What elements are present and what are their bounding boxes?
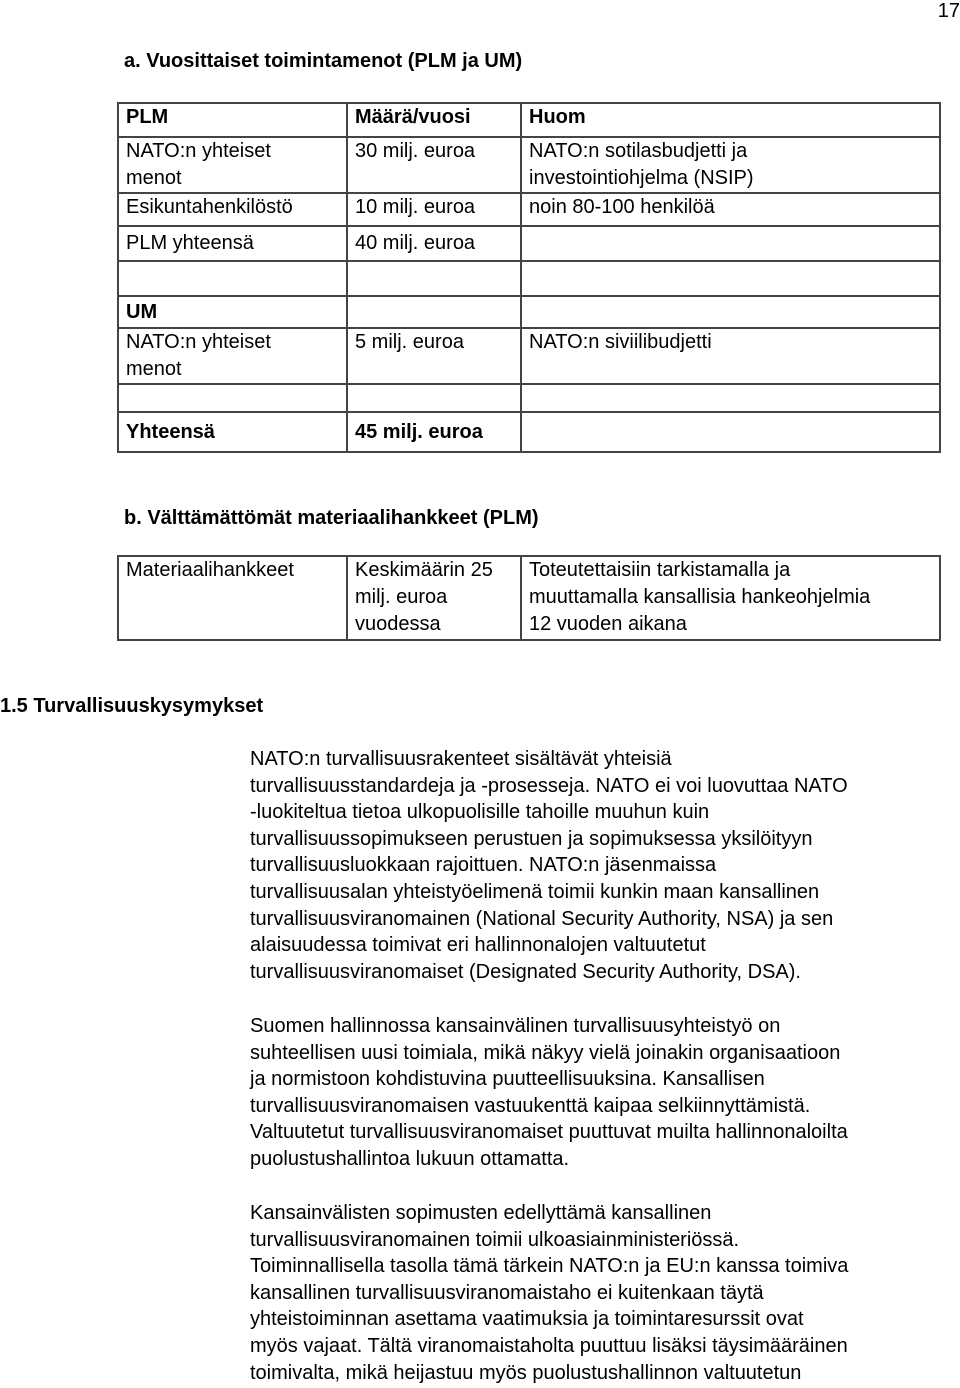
text-line: turvallisuussopimukseen perustuen ja sopimuksessa yksilöityyn <box>250 827 813 850</box>
row-label <box>118 261 347 296</box>
table-header-row <box>118 103 940 137</box>
paragraph <box>250 1013 950 1173</box>
cell-line: NATO:n yhteiset <box>126 331 271 353</box>
row-amount <box>347 384 521 412</box>
row-remarks <box>521 384 940 412</box>
row-amount <box>347 296 521 328</box>
row-remarks <box>521 412 940 452</box>
text-line: turvallisuusluokkaan rajoittuen. NATO:n jäsenmaissa <box>250 854 717 877</box>
header-remarks: Huom <box>521 103 940 137</box>
row-amount <box>347 328 521 384</box>
cell-line: 5 milj. euroa <box>355 331 464 353</box>
row-label <box>118 137 347 193</box>
row-label <box>118 193 347 226</box>
cell-line: NATO:n yhteiset <box>126 140 271 162</box>
cell-line: 45 milj. euroa <box>355 420 483 443</box>
cell-line: menot <box>126 167 182 189</box>
cell-line: Keskimäärin 25 <box>355 559 493 581</box>
table-row <box>118 193 940 226</box>
row-amount <box>347 137 521 193</box>
table-total-row <box>118 412 940 452</box>
text-line: puolustushallintoa lukuun ottamatta. <box>250 1147 570 1170</box>
text-line: turvallisuusstandardeja ja -prosesseja. NATO ei voi luovuttaa NATO <box>250 774 848 797</box>
cell-line: Yhteensä <box>126 420 215 443</box>
text-line: alaisuudessa toimivat eri hallinnonalojen valtuutetut <box>250 934 706 957</box>
header-amount-per-year: Määrä/vuosi <box>347 103 521 137</box>
cell-line: investointiohjelma (NSIP) <box>529 167 754 189</box>
text-line: turvallisuusviranomainen toimii ulkoasiainministeriössä. <box>250 1228 740 1251</box>
row-amount <box>347 412 521 452</box>
text-line: Suomen hallinnossa kansainvälinen turvallisuusyhteistyö on <box>250 1015 781 1037</box>
paragraph <box>250 1200 950 1386</box>
cell-line: noin 80-100 henkilöä <box>529 196 715 218</box>
text-line: turvallisuusviranomainen (National Security Authority, NSA) ja sen <box>250 907 834 930</box>
paragraph <box>250 746 950 985</box>
cell-line: UM <box>126 300 158 323</box>
row-label <box>118 556 347 640</box>
row-remarks <box>521 226 940 261</box>
row-amount <box>347 556 521 640</box>
cell-line: muuttamalla kansallisia hankeohjelmia <box>529 586 871 608</box>
text-line: ja normistoon kohdistuvina puutteellisuuksina. Kansallisen <box>250 1068 765 1091</box>
material-projects-table <box>117 555 941 641</box>
cell-line: 12 vuoden aikana <box>529 613 687 635</box>
text-line: turvallisuusalan yhteistyöelimenä toimii kunkin maan kansallinen <box>250 880 820 903</box>
cell-line: menot <box>126 358 182 380</box>
cell-line: Materiaalihankkeet <box>126 559 294 581</box>
table-row <box>118 137 940 193</box>
cell-line: PLM yhteensä <box>126 232 254 254</box>
table-row <box>118 296 940 328</box>
row-remarks <box>521 261 940 296</box>
text-line: Valtuutetut turvallisuusviranomaiset puuttuvat muilta hallinnonaloilta <box>250 1121 848 1144</box>
text-line: turvallisuusviranomaiset (Designated Security Authority, DSA). <box>250 960 801 983</box>
cell-line: vuodessa <box>355 613 441 635</box>
row-amount <box>347 226 521 261</box>
row-label <box>118 384 347 412</box>
cell-line: 40 milj. euroa <box>355 232 476 254</box>
text-line: suhteellisen uusi toimiala, mikä näkyy vielä joinakin organisaatioon <box>250 1041 841 1064</box>
text-line: myös vajaat. Tältä viranomaistaholta puuttuu lisäksi täysimääräinen <box>250 1334 848 1357</box>
annual-costs-table <box>117 102 941 453</box>
cell-line: 10 milj. euroa <box>355 196 476 218</box>
cell-line: NATO:n sotilasbudjetti ja <box>529 140 748 162</box>
row-remarks <box>521 328 940 384</box>
text-line: -luokiteltua tietoa ulkopuolisille tahoille muuhun kuin <box>250 801 710 824</box>
row-remarks <box>521 556 940 640</box>
text-line: toimivalta, mikä heijastuu myös puolustushallinnon valtuutetun <box>250 1361 802 1384</box>
row-label <box>118 412 347 452</box>
header-plm: PLM <box>118 103 347 137</box>
section-1-5-heading: 1.5 Turvallisuuskysymykset <box>0 695 264 717</box>
text-line: yhteistoiminnan asettama vaatimuksia ja toimintaresurssit ovat <box>250 1308 804 1331</box>
cell-line: milj. euroa <box>355 586 448 608</box>
table-row <box>118 226 940 261</box>
row-label <box>118 328 347 384</box>
page-number: 17 <box>937 0 960 22</box>
cell-line: Esikuntahenkilöstö <box>126 196 293 218</box>
section-a-heading: a. Vuosittaiset toimintamenot (PLM ja UM) <box>124 50 523 72</box>
cell-line: NATO:n siviilibudjetti <box>529 331 712 353</box>
row-remarks <box>521 137 940 193</box>
table-row <box>118 556 940 640</box>
section-b-heading: b. Välttämättömät materiaalihankkeet (PLM) <box>124 507 539 529</box>
table-row <box>118 261 940 296</box>
table-row <box>118 384 940 412</box>
row-label <box>118 296 347 328</box>
text-line: Kansainvälisten sopimusten edellyttämä kansallinen <box>250 1202 712 1224</box>
cell-line: Toteutettaisiin tarkistamalla ja <box>529 559 791 581</box>
text-line: turvallisuusviranomaisen vastuukenttä kaipaa selkiinnyttämistä. <box>250 1094 811 1117</box>
row-remarks <box>521 296 940 328</box>
text-line: Toiminnallisella tasolla tämä tärkein NATO:n ja EU:n kanssa toimiva <box>250 1255 849 1278</box>
cell-line: 30 milj. euroa <box>355 140 476 162</box>
row-label <box>118 226 347 261</box>
table-row <box>118 328 940 384</box>
row-amount <box>347 261 521 296</box>
text-line: NATO:n turvallisuusrakenteet sisältävät yhteisiä <box>250 748 672 770</box>
row-remarks <box>521 193 940 226</box>
row-amount <box>347 193 521 226</box>
text-line: kansallinen turvallisuusviranomaistaho ei kuitenkaan täytä <box>250 1281 764 1304</box>
